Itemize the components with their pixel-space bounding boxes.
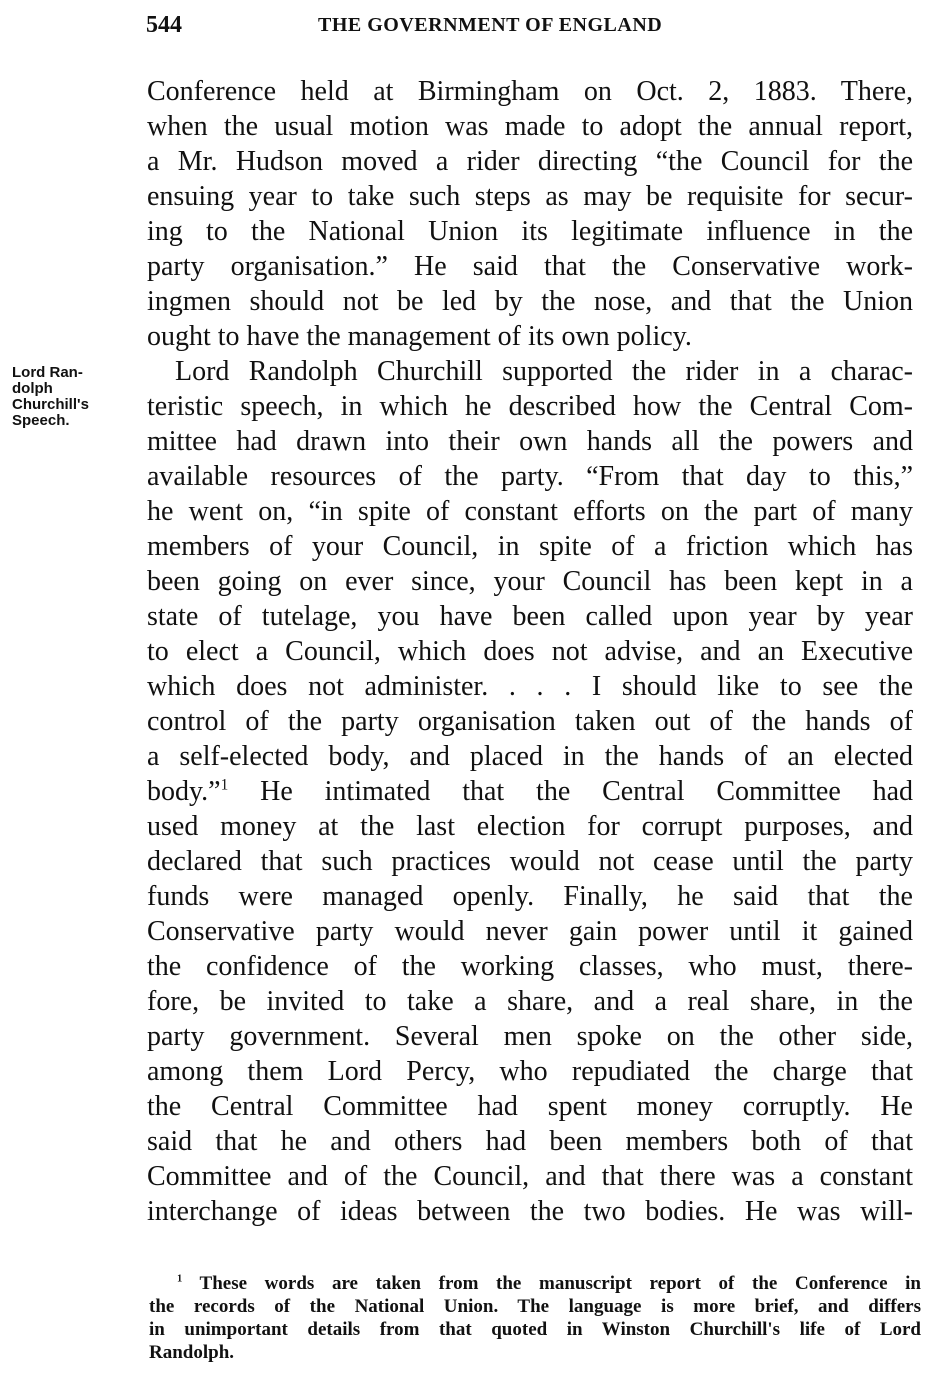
text-line: declared that such practices would not cease until the party — [147, 846, 913, 877]
marginal-note-line: Lord Ran- — [12, 364, 83, 381]
footnote-line: in unimportant details from that quoted in Winston Churchill's life of Lord — [149, 1319, 921, 1340]
text-line: mittee had drawn into their own hands all the powers and — [147, 426, 913, 457]
text-line: interchange of ideas between the two bodies. He was will- — [147, 1196, 913, 1227]
marginal-note — [12, 365, 132, 429]
text-line: available resources of the party. “From that day to this,” — [147, 461, 913, 492]
text-line: when the usual motion was made to adopt the annual report, — [147, 111, 913, 142]
text-span: He intimated that the Central Committee had — [260, 776, 914, 807]
running-title: THE GOVERNMENT OF ENGLAND — [318, 14, 663, 36]
text-line: party organisation.” He said that the Conservative work- — [147, 251, 913, 282]
text-line: used money at the last election for corrupt purposes, and — [147, 811, 913, 842]
text-line: he went on, “in spite of constant efforts on the part of many — [147, 496, 913, 527]
text-line: been going on ever since, your Council has been kept in a — [147, 566, 913, 597]
marginal-note-line: Speech. — [12, 412, 70, 429]
text-line: said that he and others had been members both of that — [147, 1126, 913, 1157]
footnote — [149, 1272, 921, 1364]
text-line: state of tutelage, you have been called upon year by year — [147, 601, 913, 632]
page-header — [0, 10, 944, 42]
text-line: Committee and of the Council, and that there was a constant — [147, 1161, 913, 1192]
page-number: 544 — [146, 12, 182, 38]
marginal-note-line: dolph — [12, 380, 53, 397]
text-line: a self-elected body, and placed in the hands of an elected — [147, 741, 913, 772]
footnote-reference: 1 — [220, 776, 229, 794]
text-line: ingmen should not be led by the nose, and that the Union — [147, 286, 913, 317]
text-line: ing to the National Union its legitimate influence in the — [147, 216, 913, 247]
text-line: the confidence of the working classes, who must, there- — [147, 951, 913, 982]
text-line: Conservative party would never gain power until it gained — [147, 916, 913, 947]
text-line: fore, be invited to take a share, and a real share, in the — [147, 986, 913, 1017]
text-line: Conference held at Birmingham on Oct. 2, 1883. There, — [147, 76, 913, 107]
marginal-note-line: Churchill's — [12, 396, 89, 413]
body-text — [147, 74, 913, 1229]
text-line: ensuing year to take such steps as may be requisite for secur- — [147, 181, 913, 212]
text-span: body.” — [147, 776, 221, 807]
footnote-line — [149, 1272, 921, 1295]
text-line: funds were managed openly. Finally, he said that the — [147, 881, 913, 912]
text-line: party government. Several men spoke on the other side, — [147, 1021, 913, 1052]
text-line: a Mr. Hudson moved a rider directing “the Council for the — [147, 146, 913, 177]
footnote-text: These words are taken from the manuscript report of the Conference in — [199, 1273, 921, 1294]
text-line: the Central Committee had spent money corruptly. He — [147, 1091, 913, 1122]
text-line: among them Lord Percy, who repudiated the charge that — [147, 1056, 913, 1087]
text-line: Lord Randolph Churchill supported the rider in a charac- — [175, 356, 913, 387]
text-line-with-footnote-ref — [147, 774, 913, 809]
text-line: which does not administer. . . . I should like to see the — [147, 671, 913, 702]
footnote-marker: 1 — [177, 1273, 183, 1285]
footnote-line: the records of the National Union. The language is more brief, and differs — [149, 1296, 921, 1317]
text-line: control of the party organisation taken out of the hands of — [147, 706, 913, 737]
text-line: ought to have the management of its own policy. — [147, 321, 692, 352]
text-line: to elect a Council, which does not advise, and an Executive — [147, 636, 913, 667]
footnote-line: Randolph. — [149, 1342, 235, 1363]
text-line: members of your Council, in spite of a friction which has — [147, 531, 913, 562]
text-line: teristic speech, in which he described how the Central Com- — [147, 391, 913, 422]
